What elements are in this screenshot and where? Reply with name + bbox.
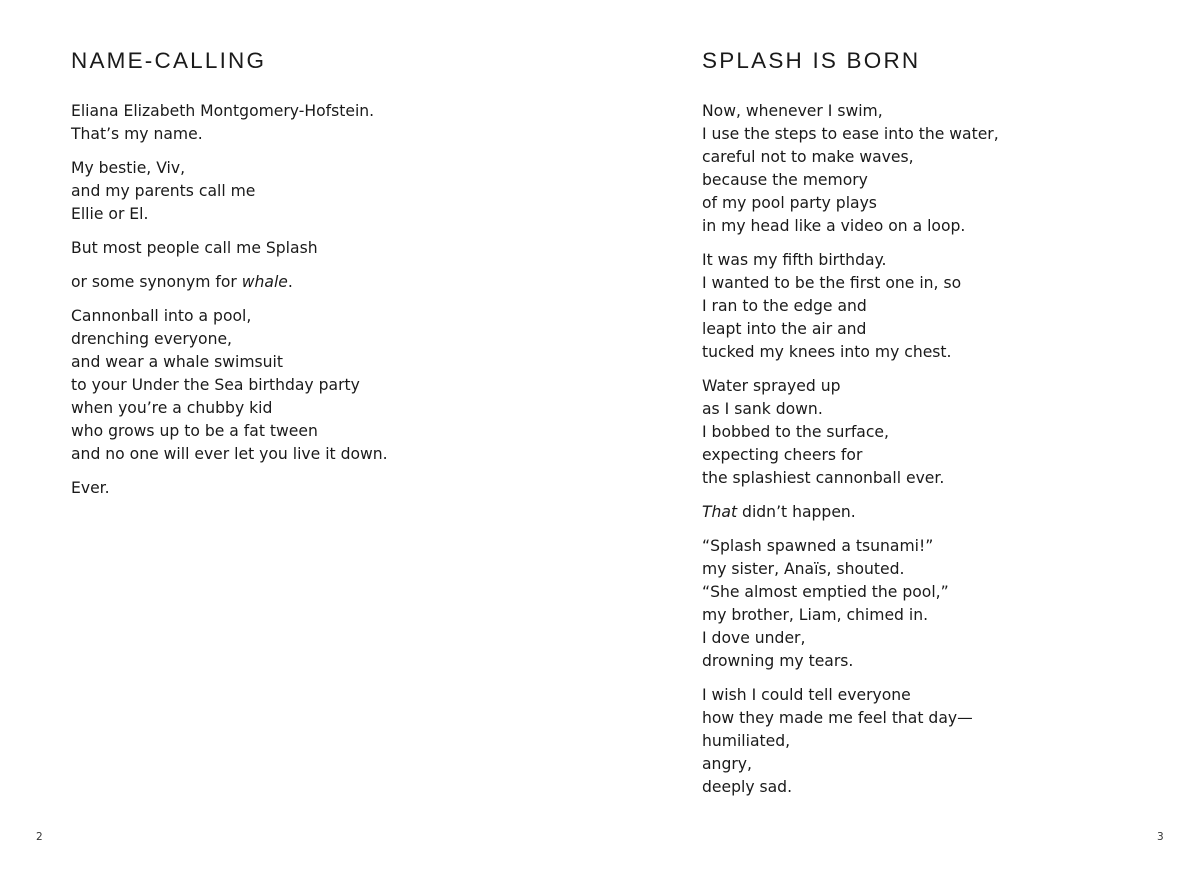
poem-line: I ran to the edge and [702, 297, 867, 315]
poem-line: “Splash spawned a tsunami!” [702, 537, 934, 555]
poem-line: deeply sad. [702, 778, 793, 796]
stanza [702, 684, 1172, 799]
poem-line [702, 501, 1172, 524]
poem-line: Ever. [71, 479, 110, 497]
poem-line: But most people call me Splash [71, 239, 318, 257]
poem-line [71, 271, 571, 294]
poem-splash-is-born [702, 46, 1172, 810]
poem-line: who grows up to be a fat tween [71, 422, 318, 440]
poem-line: I use the steps to ease into the water, [702, 125, 999, 143]
poem-line: drenching everyone, [71, 330, 233, 348]
poem-line: That’s my name. [71, 125, 203, 143]
poem-line: leapt into the air and [702, 320, 867, 338]
poem-line: humiliated, [702, 732, 791, 750]
poem-body [71, 100, 571, 500]
poem-line: My bestie, Viv, [71, 159, 186, 177]
italic-word: That [702, 503, 738, 521]
poem-line: when you’re a chubby kid [71, 399, 273, 417]
poem-line: to your Under the Sea birthday party [71, 376, 360, 394]
poem-line: of my pool party plays [702, 194, 877, 212]
poem-name-calling [71, 46, 571, 511]
poem-line: my sister, Anaïs, shouted. [702, 560, 905, 578]
poem-line: Cannonball into a pool, [71, 307, 252, 325]
stanza [71, 477, 571, 500]
italic-word: whale [241, 273, 288, 291]
stanza [71, 305, 571, 466]
poem-line: and no one will ever let you live it down. [71, 445, 388, 463]
poem-line: expecting cheers for [702, 446, 863, 464]
stanza [702, 535, 1172, 673]
poem-line: Water sprayed up [702, 377, 841, 395]
poem-line: I dove under, [702, 629, 806, 647]
poem-line: Now, whenever I swim, [702, 102, 883, 120]
poem-line: the splashiest cannonball ever. [702, 469, 945, 487]
poem-line: I bobbed to the surface, [702, 423, 889, 441]
line-text: didn’t happen. [737, 503, 856, 521]
poem-line: careful not to make waves, [702, 148, 914, 166]
poem-body [702, 100, 1172, 799]
poem-line: drowning my tears. [702, 652, 854, 670]
poem-line: angry, [702, 755, 752, 773]
poem-line: my brother, Liam, chimed in. [702, 606, 929, 624]
stanza [71, 271, 571, 294]
poem-title: NAME-CALLING [71, 48, 267, 73]
poem-line: I wish I could tell everyone [702, 686, 911, 704]
line-text: . [287, 273, 293, 291]
poem-line: Eliana Elizabeth Montgomery-Hofstein. [71, 102, 375, 120]
stanza [702, 501, 1172, 524]
stanza [702, 100, 1172, 238]
poem-line: “She almost emptied the pool,” [702, 583, 949, 601]
poem-line: tucked my knees into my chest. [702, 343, 952, 361]
stanza [702, 249, 1172, 364]
poem-line: because the memory [702, 171, 868, 189]
poem-line: as I sank down. [702, 400, 823, 418]
poem-title: SPLASH IS BORN [702, 48, 921, 73]
poem-line: It was my fifth birthday. [702, 251, 887, 269]
poem-line: and my parents call me [71, 182, 256, 200]
stanza [71, 100, 571, 146]
poem-line: in my head like a video on a loop. [702, 217, 966, 235]
page-number: 3 [1157, 831, 1164, 843]
poem-line: Ellie or El. [71, 205, 149, 223]
poem-line: and wear a whale swimsuit [71, 353, 284, 371]
stanza [71, 237, 571, 260]
poem-line: I wanted to be the first one in, so [702, 274, 962, 292]
page-number: 2 [36, 831, 43, 843]
stanza [702, 375, 1172, 490]
right-page [600, 0, 1200, 872]
stanza [71, 157, 571, 226]
poem-line: how they made me feel that day— [702, 709, 973, 727]
line-text: or some synonym for [71, 273, 242, 291]
